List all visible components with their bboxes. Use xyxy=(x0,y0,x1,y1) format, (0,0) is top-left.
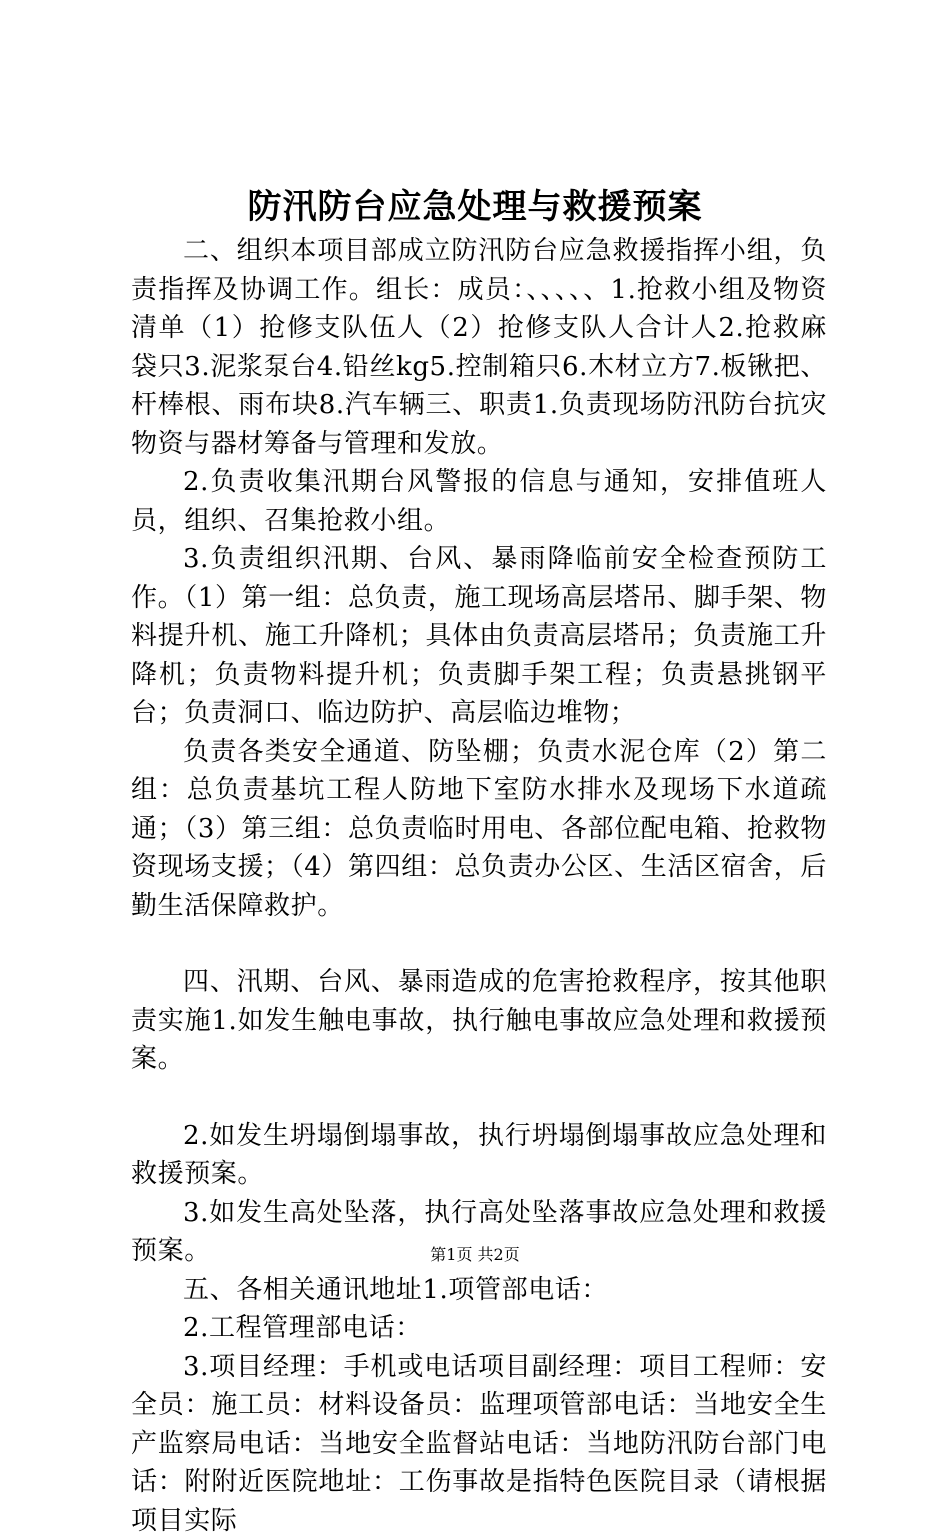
paragraph-fall: 3.如发生高处坠落，执行高处坠落事故应急处理和救援预案。 xyxy=(131,1194,827,1271)
paragraph-groups: 负责各类安全通道、防坠棚；负责水泥仓库（2）第二组：总负责基坑工程人防地下室防水排水及现场下水道疏通；（3）第三组：总负责临时用电、各部位配电箱、抢救物资现场支援；（4）第四组：总负责办公区、生活区宿舍，后勤生活保障救护。 xyxy=(131,733,827,926)
paragraph-contacts-3: 3.项目经理：手机或电话项目副经理：项目工程师：安全员：施工员：材料设备员：监理项管部电话：当地安全生产监察局电话：当地安全监督站电话：当地防汛防台部门电话：附附近医院地址：工伤事故是指特色医院目录（请根据项目实际 xyxy=(131,1348,827,1540)
paragraph-rescue-procedure: 四、汛期、台风、暴雨造成的危害抢救程序，按其他职责实施1.如发生触电事故，执行触电事故应急处理和救援预案。 xyxy=(131,963,827,1079)
paragraph-organization: 二、组织本项目部成立防汛防台应急救援指挥小组，负责指挥及协调工作。组长：成员：、、、、、1.抢救小组及物资清单（1）抢修支队伍人（2）抢修支队人合计人2.抢救麻袋只3.泥浆泵台4.铅丝kg5.控制箱只6.木材立方7.板锹把、杆棒根、雨布块8.汽车辆三、职责1.负责现场防汛防台抗灾物资与器材筹备与管理和发放。 xyxy=(131,232,827,463)
document-title: 防汛防台应急处理与救援预案 xyxy=(0,182,950,232)
paragraph-contacts-1: 五、各相关通讯地址1.项管部电话： xyxy=(131,1271,827,1310)
paragraph-contacts-2: 2.工程管理部电话： xyxy=(131,1309,827,1348)
paragraph-duty-3: 3.负责组织汛期、台风、暴雨降临前安全检查预防工作。（1）第一组：总负责，施工现场高层塔吊、脚手架、物料提升机、施工升降机；具体由负责高层塔吊；负责施工升降机；负责物料提升机；负责脚手架工程；负责悬挑钢平台；负责洞口、临边防护、高层临边堆物； xyxy=(131,540,827,733)
paragraph-collapse: 2.如发生坍塌倒塌事故，执行坍塌倒塌事故应急处理和救援预案。 xyxy=(131,1117,827,1194)
document-body xyxy=(131,232,827,1540)
page-number: 第1页 共2页 xyxy=(0,1243,950,1267)
paragraph-duty-2: 2.负责收集汛期台风警报的信息与通知，安排值班人员，组织、召集抢救小组。 xyxy=(131,463,827,540)
